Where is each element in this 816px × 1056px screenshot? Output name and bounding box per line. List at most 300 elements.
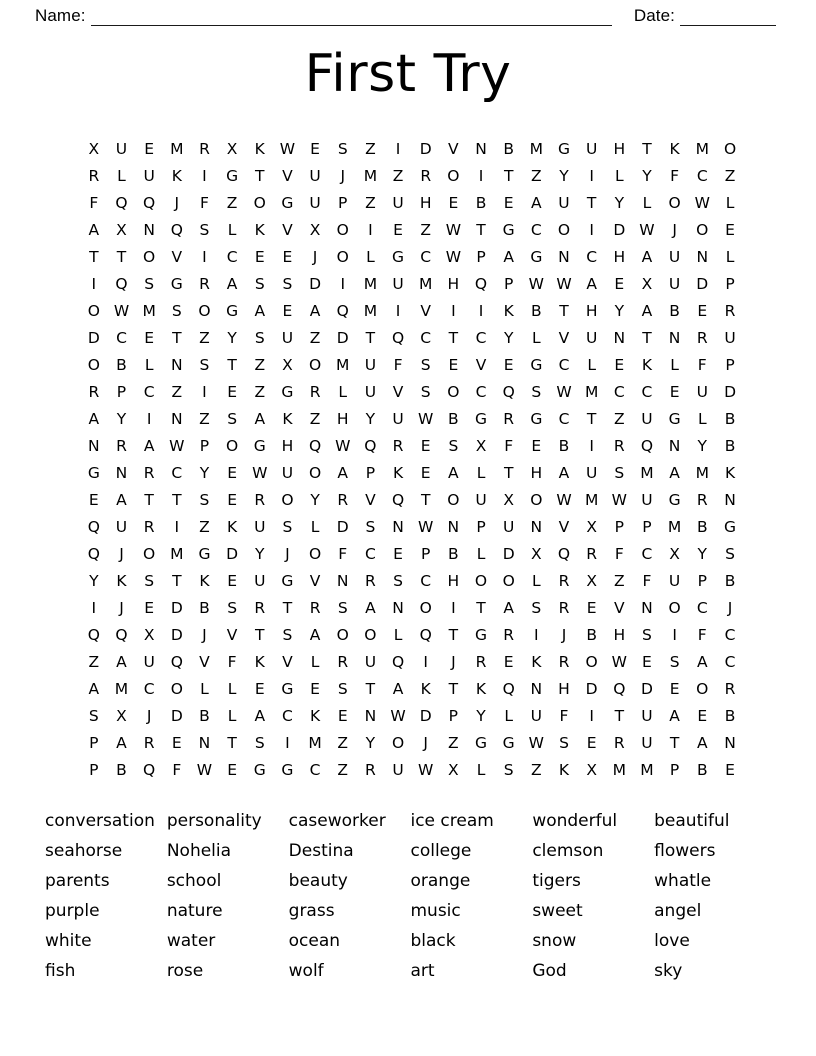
- letter-cell[interactable]: K: [254, 140, 265, 158]
- letter-cell[interactable]: I: [202, 383, 207, 401]
- letter-cell[interactable]: B: [724, 572, 736, 590]
- letter-cell[interactable]: E: [586, 734, 597, 752]
- word-list-item[interactable]: fish: [45, 961, 76, 981]
- letter-cell[interactable]: B: [448, 545, 459, 563]
- letter-cell[interactable]: L: [310, 518, 320, 536]
- letter-cell[interactable]: M: [529, 140, 544, 158]
- letter-cell[interactable]: W: [556, 275, 572, 293]
- letter-cell[interactable]: E: [448, 194, 459, 212]
- letter-cell[interactable]: I: [285, 734, 290, 752]
- letter-cell[interactable]: S: [199, 356, 210, 374]
- letter-cell[interactable]: G: [281, 194, 294, 212]
- letter-cell[interactable]: Q: [557, 545, 571, 563]
- letter-cell[interactable]: D: [170, 626, 183, 644]
- letter-cell[interactable]: O: [336, 248, 349, 266]
- letter-cell[interactable]: N: [88, 437, 100, 455]
- letter-cell[interactable]: I: [589, 167, 594, 185]
- word-list-item[interactable]: conversation: [45, 811, 155, 831]
- letter-cell[interactable]: K: [558, 761, 570, 779]
- letter-cell[interactable]: J: [423, 734, 428, 752]
- letter-cell[interactable]: R: [143, 518, 155, 536]
- letter-cell[interactable]: A: [448, 464, 459, 482]
- letter-cell[interactable]: U: [641, 707, 653, 725]
- letter-cell[interactable]: B: [199, 599, 210, 617]
- letter-cell[interactable]: K: [254, 221, 265, 239]
- letter-cell[interactable]: Q: [143, 761, 156, 779]
- letter-cell[interactable]: L: [476, 761, 486, 779]
- letter-cell[interactable]: O: [308, 545, 322, 563]
- letter-cell[interactable]: L: [200, 680, 209, 698]
- letter-cell[interactable]: T: [255, 167, 265, 185]
- word-list-item[interactable]: God: [532, 961, 567, 981]
- letter-cell[interactable]: H: [336, 410, 349, 428]
- letter-cell[interactable]: T: [227, 356, 237, 374]
- letter-cell[interactable]: N: [170, 410, 183, 428]
- letter-cell[interactable]: Y: [310, 491, 320, 509]
- letter-cell[interactable]: A: [337, 464, 349, 482]
- letter-cell[interactable]: D: [309, 275, 322, 293]
- letter-cell[interactable]: Z: [365, 140, 376, 158]
- letter-cell[interactable]: V: [171, 248, 183, 266]
- letter-cell[interactable]: F: [670, 167, 680, 185]
- letter-cell[interactable]: L: [587, 356, 596, 374]
- letter-cell[interactable]: P: [725, 275, 735, 293]
- letter-cell[interactable]: K: [171, 167, 182, 185]
- letter-cell[interactable]: Z: [365, 194, 376, 212]
- letter-cell[interactable]: Q: [364, 437, 377, 455]
- letter-cell[interactable]: O: [447, 491, 460, 509]
- letter-cell[interactable]: E: [503, 194, 514, 212]
- letter-cell[interactable]: Z: [337, 734, 349, 752]
- letter-cell[interactable]: N: [336, 572, 349, 590]
- letter-cell[interactable]: N: [364, 707, 377, 725]
- letter-cell[interactable]: C: [558, 410, 570, 428]
- letter-cell[interactable]: L: [144, 356, 154, 374]
- letter-cell[interactable]: L: [227, 680, 237, 698]
- letter-cell[interactable]: E: [614, 356, 625, 374]
- letter-cell[interactable]: H: [419, 194, 432, 212]
- letter-cell[interactable]: L: [366, 248, 375, 266]
- word-list-item[interactable]: art: [410, 961, 435, 981]
- letter-cell[interactable]: W: [528, 275, 544, 293]
- letter-cell[interactable]: I: [340, 275, 346, 293]
- letter-cell[interactable]: E: [725, 761, 735, 779]
- letter-cell[interactable]: T: [448, 329, 459, 347]
- letter-cell[interactable]: E: [254, 680, 265, 698]
- letter-cell[interactable]: Y: [116, 410, 127, 428]
- letter-cell[interactable]: A: [254, 302, 266, 320]
- letter-cell[interactable]: M: [695, 464, 709, 482]
- letter-cell[interactable]: A: [558, 464, 570, 482]
- letter-cell[interactable]: Y: [559, 167, 569, 185]
- letter-cell[interactable]: E: [420, 437, 431, 455]
- letter-cell[interactable]: Z: [199, 329, 210, 347]
- word-list-item[interactable]: nature: [166, 901, 223, 921]
- letter-cell[interactable]: C: [226, 248, 238, 266]
- letter-cell[interactable]: P: [503, 275, 514, 293]
- letter-cell[interactable]: E: [171, 734, 182, 752]
- letter-cell[interactable]: T: [448, 680, 459, 698]
- letter-cell[interactable]: C: [143, 680, 155, 698]
- letter-cell[interactable]: R: [558, 653, 570, 671]
- letter-cell[interactable]: O: [253, 194, 266, 212]
- letter-cell[interactable]: O: [391, 734, 405, 752]
- letter-cell[interactable]: S: [669, 653, 680, 671]
- letter-cell[interactable]: Y: [642, 167, 652, 185]
- letter-cell[interactable]: S: [254, 275, 265, 293]
- letter-cell[interactable]: R: [143, 464, 155, 482]
- letter-cell[interactable]: E: [393, 545, 403, 563]
- letter-cell[interactable]: B: [531, 302, 542, 320]
- letter-cell[interactable]: E: [144, 329, 155, 347]
- letter-cell[interactable]: M: [114, 680, 129, 698]
- word-list-item[interactable]: black: [410, 931, 456, 951]
- letter-cell[interactable]: X: [116, 707, 127, 725]
- letter-cell[interactable]: U: [364, 383, 377, 401]
- letter-cell[interactable]: I: [589, 437, 594, 455]
- letter-cell[interactable]: E: [227, 491, 237, 509]
- name-input-rule[interactable]: [91, 10, 612, 26]
- letter-cell[interactable]: L: [476, 464, 486, 482]
- letter-cell[interactable]: P: [89, 734, 99, 752]
- letter-cell[interactable]: Z: [88, 653, 100, 671]
- letter-cell[interactable]: M: [308, 734, 322, 752]
- letter-cell[interactable]: E: [337, 707, 348, 725]
- letter-cell[interactable]: N: [530, 518, 543, 536]
- letter-cell[interactable]: V: [392, 383, 404, 401]
- letter-cell[interactable]: Z: [254, 356, 266, 374]
- letter-cell[interactable]: W: [279, 140, 296, 158]
- letter-cell[interactable]: H: [447, 572, 460, 590]
- letter-cell[interactable]: G: [668, 410, 681, 428]
- letter-cell[interactable]: O: [585, 653, 598, 671]
- letter-cell[interactable]: U: [696, 383, 708, 401]
- word-list-item[interactable]: snow: [532, 931, 577, 951]
- letter-cell[interactable]: Q: [87, 626, 100, 644]
- letter-cell[interactable]: J: [340, 167, 346, 185]
- letter-cell[interactable]: I: [91, 275, 97, 293]
- letter-cell[interactable]: C: [116, 329, 127, 347]
- letter-cell[interactable]: P: [116, 383, 127, 401]
- letter-cell[interactable]: R: [613, 734, 625, 752]
- word-list-item[interactable]: sweet: [532, 901, 583, 921]
- word-list-item[interactable]: Destina: [288, 841, 354, 861]
- word-list-item[interactable]: whatle: [654, 871, 712, 891]
- letter-cell[interactable]: S: [227, 410, 238, 428]
- letter-cell[interactable]: T: [89, 248, 99, 266]
- letter-cell[interactable]: G: [226, 302, 239, 320]
- letter-cell[interactable]: X: [309, 221, 321, 239]
- letter-cell[interactable]: I: [451, 302, 456, 320]
- letter-cell[interactable]: U: [392, 410, 404, 428]
- letter-cell[interactable]: I: [174, 518, 180, 536]
- letter-cell[interactable]: R: [116, 437, 127, 455]
- letter-cell[interactable]: O: [723, 140, 737, 158]
- letter-cell[interactable]: R: [199, 140, 210, 158]
- letter-cell[interactable]: Q: [474, 275, 488, 293]
- letter-cell[interactable]: E: [420, 464, 431, 482]
- letter-cell[interactable]: X: [669, 545, 680, 563]
- letter-cell[interactable]: D: [170, 599, 183, 617]
- letter-cell[interactable]: U: [254, 518, 266, 536]
- letter-cell[interactable]: W: [639, 221, 655, 239]
- letter-cell[interactable]: P: [476, 518, 486, 536]
- letter-cell[interactable]: S: [725, 545, 735, 563]
- letter-cell[interactable]: U: [309, 194, 321, 212]
- letter-cell[interactable]: W: [418, 761, 434, 779]
- letter-cell[interactable]: K: [641, 356, 653, 374]
- letter-cell[interactable]: E: [254, 248, 265, 266]
- letter-cell[interactable]: E: [503, 356, 514, 374]
- letter-cell[interactable]: Z: [420, 221, 432, 239]
- letter-cell[interactable]: F: [172, 761, 182, 779]
- letter-cell[interactable]: K: [531, 653, 542, 671]
- word-list-item[interactable]: beauty: [288, 871, 348, 891]
- letter-cell[interactable]: Y: [697, 545, 707, 563]
- letter-cell[interactable]: Q: [115, 275, 128, 293]
- letter-cell[interactable]: R: [88, 167, 100, 185]
- letter-cell[interactable]: D: [336, 518, 349, 536]
- letter-cell[interactable]: S: [448, 437, 459, 455]
- letter-cell[interactable]: E: [88, 491, 99, 509]
- letter-cell[interactable]: P: [669, 761, 680, 779]
- letter-cell[interactable]: O: [474, 572, 488, 590]
- letter-cell[interactable]: X: [282, 356, 293, 374]
- letter-cell[interactable]: C: [696, 599, 708, 617]
- letter-cell[interactable]: V: [365, 491, 376, 509]
- letter-cell[interactable]: U: [254, 572, 266, 590]
- letter-cell[interactable]: H: [613, 248, 626, 266]
- letter-cell[interactable]: B: [724, 707, 736, 725]
- letter-cell[interactable]: O: [447, 167, 460, 185]
- letter-cell[interactable]: K: [282, 410, 293, 428]
- letter-cell[interactable]: T: [255, 626, 265, 644]
- letter-cell[interactable]: W: [335, 437, 351, 455]
- word-list-item[interactable]: school: [166, 871, 222, 891]
- letter-cell[interactable]: Y: [89, 572, 99, 590]
- letter-cell[interactable]: B: [116, 761, 127, 779]
- letter-cell[interactable]: E: [227, 464, 237, 482]
- letter-cell[interactable]: P: [725, 356, 735, 374]
- letter-cell[interactable]: Y: [255, 545, 265, 563]
- letter-cell[interactable]: R: [254, 599, 266, 617]
- letter-cell[interactable]: K: [669, 140, 680, 158]
- letter-cell[interactable]: I: [202, 248, 207, 266]
- letter-cell[interactable]: S: [254, 734, 265, 752]
- letter-cell[interactable]: E: [393, 221, 403, 239]
- letter-cell[interactable]: J: [672, 221, 677, 239]
- letter-cell[interactable]: T: [669, 734, 680, 752]
- letter-cell[interactable]: C: [282, 707, 293, 725]
- letter-cell[interactable]: T: [227, 734, 237, 752]
- word-list-item[interactable]: tigers: [532, 871, 581, 891]
- word-list-item[interactable]: flowers: [654, 841, 716, 861]
- letter-cell[interactable]: S: [254, 329, 265, 347]
- letter-cell[interactable]: R: [254, 491, 266, 509]
- letter-cell[interactable]: S: [559, 734, 569, 752]
- letter-cell[interactable]: S: [642, 626, 652, 644]
- letter-cell[interactable]: Y: [365, 734, 376, 752]
- letter-cell[interactable]: Z: [448, 734, 459, 752]
- letter-cell[interactable]: Z: [309, 329, 321, 347]
- word-list-item[interactable]: music: [410, 901, 461, 921]
- letter-cell[interactable]: I: [423, 653, 428, 671]
- letter-cell[interactable]: L: [614, 167, 624, 185]
- letter-cell[interactable]: N: [668, 437, 681, 455]
- word-list-item[interactable]: love: [654, 931, 690, 951]
- letter-cell[interactable]: C: [724, 626, 736, 644]
- letter-cell[interactable]: E: [448, 356, 459, 374]
- letter-cell[interactable]: U: [668, 572, 681, 590]
- letter-cell[interactable]: A: [503, 248, 514, 266]
- letter-cell[interactable]: L: [725, 248, 735, 266]
- letter-cell[interactable]: Q: [87, 545, 100, 563]
- letter-cell[interactable]: Z: [613, 410, 625, 428]
- letter-cell[interactable]: N: [475, 140, 487, 158]
- letter-cell[interactable]: R: [392, 437, 404, 455]
- letter-cell[interactable]: K: [420, 680, 431, 698]
- letter-cell[interactable]: K: [392, 464, 404, 482]
- letter-cell[interactable]: C: [420, 329, 432, 347]
- letter-cell[interactable]: C: [558, 356, 570, 374]
- letter-cell[interactable]: A: [669, 464, 680, 482]
- letter-cell[interactable]: C: [641, 383, 653, 401]
- letter-cell[interactable]: G: [530, 410, 543, 428]
- letter-cell[interactable]: O: [336, 626, 349, 644]
- letter-cell[interactable]: W: [196, 761, 213, 779]
- letter-cell[interactable]: C: [309, 761, 321, 779]
- letter-cell[interactable]: X: [448, 761, 459, 779]
- letter-cell[interactable]: S: [282, 275, 293, 293]
- letter-cell[interactable]: J: [451, 653, 456, 671]
- letter-cell[interactable]: C: [475, 383, 487, 401]
- letter-cell[interactable]: G: [502, 221, 515, 239]
- letter-cell[interactable]: H: [447, 275, 460, 293]
- letter-cell[interactable]: U: [668, 275, 681, 293]
- letter-cell[interactable]: K: [199, 572, 210, 590]
- letter-cell[interactable]: A: [88, 221, 100, 239]
- letter-cell[interactable]: F: [697, 356, 707, 374]
- letter-cell[interactable]: S: [144, 572, 155, 590]
- letter-cell[interactable]: G: [281, 761, 294, 779]
- word-list-item[interactable]: personality: [166, 811, 262, 831]
- letter-cell[interactable]: C: [613, 383, 625, 401]
- letter-cell[interactable]: F: [559, 707, 569, 725]
- letter-cell[interactable]: O: [364, 626, 377, 644]
- letter-cell[interactable]: T: [642, 329, 652, 347]
- letter-cell[interactable]: E: [697, 302, 708, 320]
- letter-cell[interactable]: J: [202, 626, 207, 644]
- letter-cell[interactable]: D: [613, 221, 626, 239]
- letter-cell[interactable]: E: [614, 275, 625, 293]
- letter-cell[interactable]: W: [169, 437, 185, 455]
- letter-cell[interactable]: I: [589, 221, 594, 239]
- letter-cell[interactable]: L: [117, 167, 126, 185]
- letter-cell[interactable]: N: [447, 518, 460, 536]
- letter-cell[interactable]: Z: [309, 410, 321, 428]
- letter-cell[interactable]: A: [88, 680, 100, 698]
- letter-cell[interactable]: Z: [613, 572, 625, 590]
- letter-cell[interactable]: O: [226, 437, 239, 455]
- letter-cell[interactable]: E: [282, 248, 293, 266]
- letter-cell[interactable]: T: [559, 302, 569, 320]
- letter-cell[interactable]: N: [641, 599, 653, 617]
- letter-cell[interactable]: M: [170, 140, 184, 158]
- letter-cell[interactable]: F: [199, 194, 209, 212]
- letter-cell[interactable]: B: [199, 707, 210, 725]
- letter-cell[interactable]: T: [586, 194, 597, 212]
- letter-cell[interactable]: Z: [724, 167, 736, 185]
- letter-cell[interactable]: A: [531, 194, 542, 212]
- letter-cell[interactable]: P: [199, 437, 210, 455]
- letter-cell[interactable]: Q: [170, 221, 183, 239]
- letter-cell[interactable]: X: [586, 518, 597, 536]
- letter-cell[interactable]: W: [445, 221, 462, 239]
- word-list-item[interactable]: angel: [654, 901, 702, 921]
- letter-cell[interactable]: K: [116, 572, 127, 590]
- letter-cell[interactable]: E: [227, 572, 237, 590]
- letter-cell[interactable]: L: [310, 653, 320, 671]
- letter-cell[interactable]: V: [282, 167, 293, 185]
- letter-cell[interactable]: Q: [336, 302, 349, 320]
- letter-cell[interactable]: W: [556, 491, 572, 509]
- letter-cell[interactable]: R: [199, 275, 210, 293]
- letter-cell[interactable]: O: [696, 221, 709, 239]
- letter-cell[interactable]: G: [475, 410, 488, 428]
- letter-cell[interactable]: L: [476, 545, 486, 563]
- letter-cell[interactable]: L: [532, 329, 541, 347]
- letter-cell[interactable]: F: [393, 356, 403, 374]
- letter-cell[interactable]: S: [420, 356, 431, 374]
- letter-cell[interactable]: R: [143, 734, 155, 752]
- letter-cell[interactable]: R: [420, 167, 432, 185]
- letter-cell[interactable]: T: [448, 626, 459, 644]
- letter-cell[interactable]: M: [612, 761, 626, 779]
- letter-cell[interactable]: R: [365, 572, 376, 590]
- letter-cell[interactable]: J: [146, 707, 152, 725]
- letter-cell[interactable]: M: [336, 356, 350, 374]
- letter-cell[interactable]: B: [724, 410, 736, 428]
- letter-cell[interactable]: U: [585, 140, 598, 158]
- letter-cell[interactable]: F: [697, 626, 707, 644]
- letter-cell[interactable]: Q: [308, 437, 322, 455]
- letter-cell[interactable]: F: [89, 194, 99, 212]
- letter-cell[interactable]: G: [502, 734, 515, 752]
- letter-cell[interactable]: B: [586, 626, 597, 644]
- letter-cell[interactable]: T: [172, 329, 182, 347]
- letter-cell[interactable]: X: [503, 491, 514, 509]
- letter-cell[interactable]: X: [641, 275, 653, 293]
- letter-cell[interactable]: U: [724, 329, 736, 347]
- letter-cell[interactable]: T: [503, 167, 514, 185]
- letter-cell[interactable]: V: [226, 626, 238, 644]
- letter-cell[interactable]: W: [694, 194, 710, 212]
- letter-cell[interactable]: U: [281, 329, 294, 347]
- letter-cell[interactable]: S: [614, 464, 625, 482]
- letter-cell[interactable]: B: [669, 302, 680, 320]
- letter-cell[interactable]: P: [448, 707, 459, 725]
- letter-cell[interactable]: C: [724, 653, 736, 671]
- letter-cell[interactable]: F: [642, 572, 652, 590]
- letter-cell[interactable]: A: [116, 734, 127, 752]
- letter-cell[interactable]: Q: [115, 194, 128, 212]
- letter-cell[interactable]: O: [419, 599, 432, 617]
- letter-cell[interactable]: T: [365, 680, 376, 698]
- word-list-item[interactable]: clemson: [532, 841, 604, 861]
- letter-cell[interactable]: K: [475, 680, 487, 698]
- letter-cell[interactable]: N: [724, 491, 736, 509]
- letter-cell[interactable]: M: [363, 167, 378, 185]
